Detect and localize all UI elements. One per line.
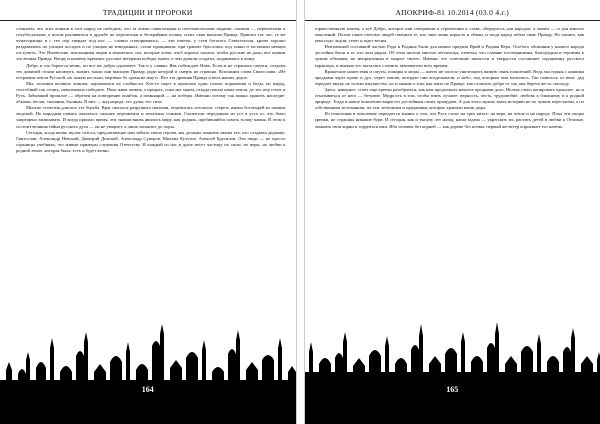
right-paragraph-3: Вражеские нашествия и смуты, пожары и моры — ничто не смогло уничтожить живую связь поколений. Ведь мы едины с нашими предками через кровь и дух, через землю, которую они возделывали, и небо, под которым они молились. Так повелось от века: дед передает внуку не только имущество, но и знание о том, как жить по Правде, как отличать добро от зла, как беречь честь смолоду. [314,68,584,86]
right-page [304,0,600,424]
right-paragraph-1: торжественную клятву, а всё Добро, которое они совершили в стремлении к славе, обернулось для народов, а значит — и для многих поколений. Потом таких светлых людей сменили те, кто знал лишь корысть и обман, и тогда народ забыл свою Правду. Но память, как река подо льдом, течет и ждет весны. [314,26,584,44]
left-paragraph-4: Многие столетия длилась эта борьба. Враг пытался разрушить святыни, переписать летописи, стереть имена богатырей из памяти людской. Но народная память оказалась сильнее пергамента и печатных станков. Сказители передавали из уст в уста то, что было запрещено записывать. И когда пришло время, эти знания вновь явились миру, как родник, пробившийся сквозь толщу камня. В этом и состоит великая тайна русского духа — он не умирает, а лишь засыпает до поры. [16,105,286,129]
right-page-number: 165 [446,385,459,394]
left-page-number: 164 [141,385,154,394]
left-paragraph-3: Мы, потомки великих воинов, поражаемся их стойкости. Кто-то ищет в прошлом одни только поражения и беды, но народ, способный так стоять, невозможно победить. Пока жива память о предках, пока мы знаем, откуда пошла наша земля, до тех пор стоит и Русь. Забывший прошлое — обречен на повторение ошибок, а помнящий — на победы. Именно потому так важно хранить наследие: обычаи, песни, сказания, былины. В них — код народа, его душа, его сила. [16,80,286,105]
left-city-skyline-illustration [0,312,296,424]
right-header-title: АПОКРИФ-81 10.2014 (03.0 4.г.) [395,8,510,17]
left-page [0,0,297,424]
left-body-text [16,26,286,314]
right-paragraph-5: Из поколения в поколение передается знание о том, что Русь стоит на трех китах: на вере, на земле и на народе. Пока эти опоры крепки, не страшны никакие бури. И сегодня, как и тысячу лет назад, наша задача — укреплять их, растить детей в любви к Отчизне, помнить свои корни и гордиться ими. Ибо человек без корней — как дерево без почвы: первый же ветер опрокинет его наземь. [314,111,584,129]
left-paragraph-5: Сегодня, когда вновь звучат голоса, предлагающие нам забыть своих героев, мы должны помнить имена тех, кто создавал державу: Святослав, Александр Невский, Дмитрий Донской, Александр Суворов, Михаил Кутузов, Алексей Брусилов. Эти люди — не просто страницы учебника, это живые примеры служения Отечеству. И каждый из нас в душе несет частицу их силы, их веры, их любви к родной земле, которая была, есть и будет вечно. [16,129,286,153]
right-city-skyline-illustration [305,312,600,424]
left-paragraph-2: Добро и зло борются вечно, но все же добро одолевает. Так и у славян: Явь побеждает Навь. Если ж не страшась смерти, солдаты тех дивизий стояли насмерть, значит, знали они высшую Правду, ради которой и смерть не страшна. Вспомним слова Святослава: «Не посрамим земли Русской, но ляжем костьми, мертвые бо срама не имут». Вот эта древняя Правда и вела наших дедов. [16,62,286,80]
right-running-header [305,6,600,21]
right-paragraph-4: Здесь, наверное, стоит еще крепко разобраться, как нам продолжать начатое предками дело. Нельзя слепо копировать прошлое, но и отказываться от него — безумие. Мудрость в том, чтобы взять лучшее: верность, честь, трудолюбие, любовь к ближнему и к родной природе. Тогда и новое поколение вырастет достойным своих пращуров. А для этого нужно знать историю не по чужим пересказам, а по собственным источникам, по тем летописям и преданиям, которые хранили наши деды. [314,86,584,111]
left-header-title: ТРАДИЦИИ И ПРОРОКИ [102,8,193,17]
right-paragraph-2: Неизменной составной частью Рода и Родины были для наших предков Ирий и Родная Вера. Особого обожания у нашего народа достойны были и те, кто жил рядом. Об этом писали многие летописцы, отмечая, что славяне гостеприимны, благородны и терпимы к чужим обычаям, но непреклонны в защите своего. Именно это сочетание мягкости и твердости составляет сердцевину русского характера, и именно его пытались сломить завоеватели всех времен. [314,44,584,68]
left-running-header [0,6,296,21]
left-paragraph-1: стояньем, что этих воинов в этот народ не победить, что за этими синеглазыми и светловолосыми людьми, сынами — перепитыми и голубоглазыми, а потом разливаться в дружбе по перелесьям и бескрайним полям, стоит сама высшая Правда. Пришел тот час, те же чужестранцы и с тех пор твердят под нос — словно сговорившись, — эти ответы, у стен богатого Севастополя, кроме хорошо раздаваемых по улицам посадов и по улицам не изведанных, стали пращником, при гранате бросались под танки и заставили немцев отступить. Это Языческие, поклонники чиров и языческих сил, которые хотят, чтоб хорошо пахали, чтобы русские не дали, вот нашим это вечная Правда. Впору и нашему времени: русские ветераны победы знаем, о чем думали солдаты, поднимаясь в атаку. [16,26,286,62]
right-body-text [315,26,585,314]
